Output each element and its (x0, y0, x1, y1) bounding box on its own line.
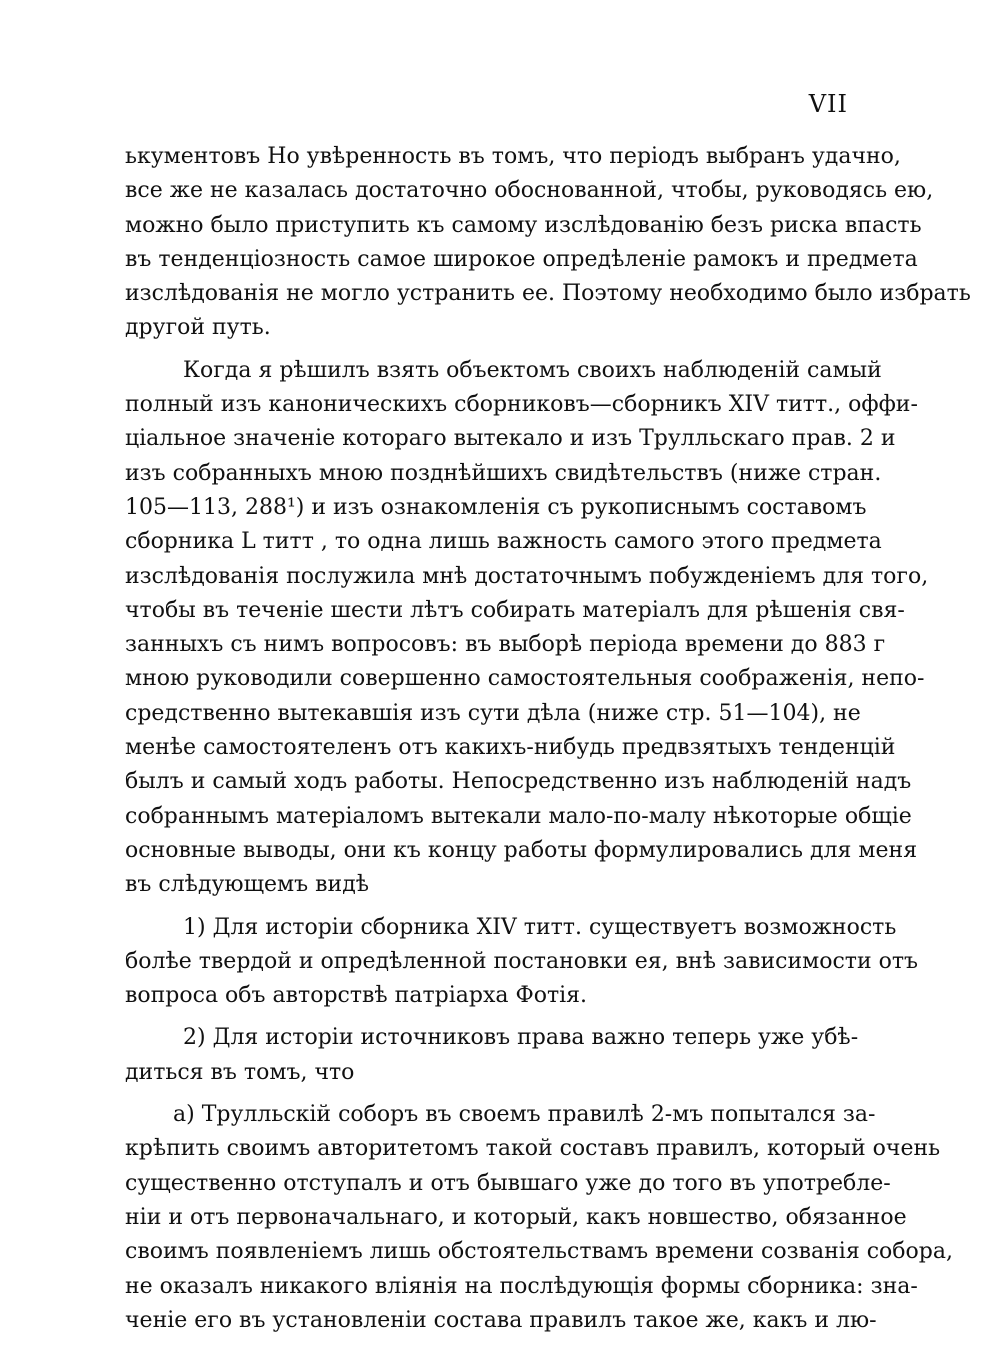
paragraph-1 (125, 140, 971, 346)
text-line: 2) Для исторіи источниковъ права важно теперь уже убѣ- (183, 1025, 859, 1051)
text-line: другой путь. (125, 315, 271, 341)
text-line: основные выводы, они къ концу работы формулировались для меня (125, 837, 918, 863)
text-line: въ слѣдующемъ видѣ (125, 872, 370, 898)
text-line: не оказалъ никакого вліянія на послѣдующія формы сборника: зна- (125, 1273, 918, 1299)
text-line: собраннымъ матеріаломъ вытекали мало-по-малу нѣкоторые общіе (125, 803, 912, 829)
text-line: мною руководили совершенно самостоятельныя соображенія, непо- (125, 666, 925, 692)
text-line: 1) Для исторіи сборника XIV титт. существуетъ возможность (183, 914, 897, 940)
text-line: ніи и отъ первоначальнаго, и который, какъ новшество, обязанное (125, 1204, 907, 1230)
text-line: существенно отступалъ и отъ бывшаго уже до того въ употребле- (125, 1170, 891, 1196)
paragraph-5 (125, 1098, 953, 1338)
page-number: VII (808, 90, 848, 118)
text-line: ькументовъ Но увѣренность въ томъ, что періодъ выбранъ удачно, (125, 144, 901, 169)
text-line: изслѣдованія послужила мнѣ достаточнымъ побужденіемъ для того, (125, 563, 929, 589)
text-line: въ тенденціозность самое широкое опредѣленіе рамокъ и предмета (125, 246, 918, 272)
text-line: болѣе твердой и опредѣленной постановки ея, внѣ зависимости отъ (125, 948, 919, 974)
page-text (125, 140, 971, 1346)
text-line: занныхъ съ нимъ вопросовъ: въ выборѣ періода времени до 883 г (125, 632, 886, 658)
text-line: вопроса объ авторствѣ патріарха Фотія. (125, 983, 588, 1009)
paragraph-4 (125, 1021, 859, 1090)
text-line: можно было приступить къ самому изслѣдованію безъ риска впасть (125, 212, 922, 238)
text-line: изслѣдованія не могло устранить ее. Поэтому необходимо было избрать (125, 281, 971, 307)
paragraph-2 (125, 354, 929, 903)
text-line: изъ собранныхъ мною позднѣйшихъ свидѣтельствъ (ниже стран. (125, 460, 882, 486)
text-line: своимъ появленіемъ лишь обстоятельствамъ времени созванія собора, (125, 1239, 953, 1265)
text-line: крѣпить своимъ авторитетомъ такой составъ правилъ, который очень (125, 1136, 941, 1162)
text-line: былъ и самый ходъ работы. Непосредственно изъ наблюденій надъ (125, 769, 912, 795)
text-line: а) Трулльскій соборъ въ своемъ правилѣ 2-мъ попытался за- (173, 1102, 876, 1128)
text-line: диться въ томъ, что (125, 1059, 355, 1085)
text-line: полный изъ каноническихъ сборниковъ—сборникъ XIV титт., оффи- (125, 392, 918, 418)
text-line: 105—113, 288¹) и изъ ознакомленія съ рукописнымъ составомъ (125, 494, 867, 520)
text-line: менѣе самостоятеленъ отъ какихъ-нибудь предвзятыхъ тенденцій (125, 735, 896, 761)
text-line: Когда я рѣшилъ взять объектомъ своихъ наблюденій самый (183, 357, 882, 383)
text-line: ченіе его въ установленіи состава правилъ такое же, какъ и лю- (125, 1307, 877, 1333)
paragraph-3 (125, 911, 919, 1014)
text-line: чтобы въ теченіе шести лѣтъ собирать матеріалъ для рѣшенія свя- (125, 597, 905, 623)
text-line: все же не казалась достаточно обоснованной, чтобы, руководясь ею, (125, 178, 934, 204)
text-line: сборника L титт , то одна лишь важность самого этого предмета (125, 529, 882, 555)
text-line: ціальное значеніе котораго вытекало и изъ Трулльскаго прав. 2 и (125, 426, 896, 452)
text-line: средственно вытекавшія изъ сути дѣла (ниже стр. 51—104), не (125, 700, 861, 726)
